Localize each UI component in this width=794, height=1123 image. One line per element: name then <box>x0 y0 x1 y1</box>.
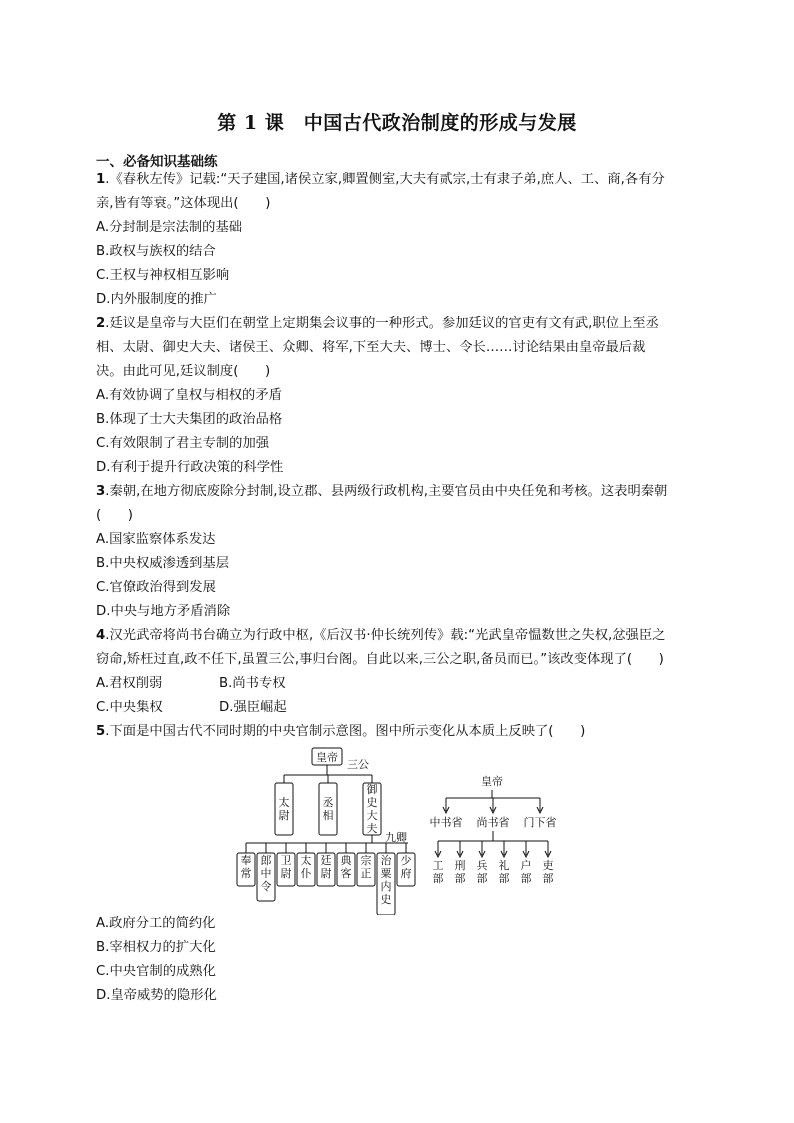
sangong-label: 三公 <box>347 758 369 771</box>
jiuqing-label: 九卿 <box>385 831 407 844</box>
jiuqing-office-6-char-1: 正 <box>360 867 372 880</box>
jiuqing-office-3-char-0: 太 <box>300 854 312 867</box>
q3-option-c[interactable]: C.官僚政治得到发展 <box>96 580 216 595</box>
sangong-office-2-char-1: 史 <box>366 796 378 809</box>
liubu-1-char-0: 刑 <box>454 859 466 872</box>
jiuqing-office-0-char-1: 常 <box>240 867 252 880</box>
q4-option-a[interactable]: A.君权削弱 <box>96 676 163 691</box>
official-system-diagram <box>228 745 568 915</box>
q3-option-d[interactable]: D.中央与地方矛盾消除 <box>96 604 231 619</box>
jiuqing-office-6-char-0: 宗 <box>360 854 372 867</box>
jiuqing-office-8-char-1: 府 <box>400 867 412 880</box>
q3-option-a[interactable]: A.国家监察体系发达 <box>96 532 216 547</box>
jiuqing-office-1-char-1: 中 <box>260 867 272 880</box>
q2-stem-line1: 2.廷议是皇帝与大臣们在朝堂上定期集会议事的一种形式。参加廷议的官吏有文有武,职位上至丞 <box>96 316 659 331</box>
jiuqing-office-4-char-0: 廷 <box>320 854 332 867</box>
q5-number: 5 <box>96 724 106 739</box>
liubu-3-char-1: 部 <box>498 872 510 885</box>
jiuqing-office-2-char-0: 卫 <box>280 854 292 867</box>
liubu-5-char-1: 部 <box>542 872 554 885</box>
jiuqing-office-0-char-0: 奉 <box>240 854 252 867</box>
q1-option-a[interactable]: A.分封制是宗法制的基础 <box>96 220 243 235</box>
sangong-office-1-char-0: 丞 <box>322 796 334 809</box>
q3-stem-line2: ( ) <box>96 508 133 523</box>
jiuqing-office-5-char-0: 典 <box>340 854 352 867</box>
sangong-office-0-char-1: 尉 <box>278 809 290 822</box>
liubu-4-char-0: 户 <box>520 859 532 872</box>
q1-option-c[interactable]: C.王权与神权相互影响 <box>96 268 230 283</box>
q4-stem-line1: 4.汉光武帝将尚书台确立为行政中枢,《后汉书·仲长统列传》载:“光武皇帝愠数世之失权,忿强臣之 <box>96 628 666 643</box>
q1-number: 1 <box>96 172 106 187</box>
liubu-2-char-1: 部 <box>476 872 488 885</box>
q1-option-d[interactable]: D.内外服制度的推广 <box>96 292 217 307</box>
q2-option-d[interactable]: D.有利于提升行政决策的科学性 <box>96 460 284 475</box>
jiuqing-office-7-char-1: 粟 <box>380 867 392 880</box>
sangong-office-0-char-0: 太 <box>278 796 290 809</box>
q1-stem-line1: 1.《春秋左传》记载:“天子建国,诸侯立家,卿置侧室,大夫有贰宗,士有隶子弟,庶人、工、商,各有分 <box>96 172 665 187</box>
sangong-office-1-char-1: 相 <box>322 809 334 822</box>
jiuqing-office-8-char-0: 少 <box>400 854 412 867</box>
jiuqing-office-7-char-0: 治 <box>380 854 392 867</box>
sangong-office-2-char-3: 夫 <box>366 822 378 835</box>
q4-option-b[interactable]: B.尚书专权 <box>219 676 286 691</box>
q5-stem-line1: 5.下面是中国古代不同时期的中央官制示意图。图中所示变化从本质上反映了( ) <box>96 724 586 739</box>
q5-option-c[interactable]: C.中央官制的成熟化 <box>96 964 216 979</box>
q3-number: 3 <box>96 484 106 499</box>
sansheng-0: 中书省 <box>429 816 463 829</box>
q2-number: 2 <box>96 316 106 331</box>
q5-option-b[interactable]: B.宰相权力的扩大化 <box>96 940 216 955</box>
jiuqing-office-1-char-2: 令 <box>260 880 272 893</box>
jiuqing-office-7-char-3: 史 <box>380 893 392 906</box>
jiuqing-office-3-char-1: 仆 <box>300 867 312 880</box>
q3-option-b[interactable]: B.中央权威渗透到基层 <box>96 556 230 571</box>
q2-stem-line3: 决。由此可见,廷议制度( ) <box>96 364 271 379</box>
q1-stem-line2: 亲,皆有等衰。”这体现出( ) <box>96 196 271 211</box>
liubu-0-char-0: 工 <box>432 859 444 872</box>
q4-option-d[interactable]: D.强臣崛起 <box>219 700 287 715</box>
liubu-0-char-1: 部 <box>432 872 444 885</box>
left-emperor-label: 皇帝 <box>316 751 338 764</box>
q2-stem-line2: 相、太尉、御史大夫、诸侯王、众卿、将军,下至大夫、博士、令长……讨论结果由皇帝最后裁 <box>96 340 646 355</box>
jiuqing-office-5-char-1: 客 <box>340 867 352 880</box>
right-emperor-label: 皇帝 <box>481 775 503 788</box>
sangong-office-2-char-0: 御 <box>366 783 378 796</box>
liubu-3-char-0: 礼 <box>498 859 510 872</box>
liubu-5-char-0: 吏 <box>542 859 554 872</box>
section-heading: 一、必备知识基础练 <box>96 154 218 170</box>
jiuqing-office-1-char-0: 郎 <box>260 854 272 867</box>
q4-option-c[interactable]: C.中央集权 <box>96 700 163 715</box>
liubu-2-char-0: 兵 <box>476 859 488 872</box>
jiuqing-office-4-char-1: 尉 <box>320 867 332 880</box>
jiuqing-office-2-char-1: 尉 <box>280 867 292 880</box>
q2-option-a[interactable]: A.有效协调了皇权与相权的矛盾 <box>96 388 282 403</box>
q5-option-d[interactable]: D.皇帝威势的隐形化 <box>96 988 217 1003</box>
q4-number: 4 <box>96 628 106 643</box>
liubu-1-char-1: 部 <box>454 872 466 885</box>
q2-option-b[interactable]: B.体现了士大夫集团的政治品格 <box>96 412 283 427</box>
sangong-office-2-char-2: 大 <box>366 809 378 822</box>
sansheng-2: 门下省 <box>523 816 557 829</box>
q3-stem-line1: 3.秦朝,在地方彻底废除分封制,设立郡、县两级行政机构,主要官员由中央任免和考核。这表明秦朝 <box>96 484 668 499</box>
q1-option-b[interactable]: B.政权与族权的结合 <box>96 244 216 259</box>
q2-option-c[interactable]: C.有效限制了君主专制的加强 <box>96 436 270 451</box>
jiuqing-office-7-char-2: 内 <box>380 880 392 893</box>
q5-option-a[interactable]: A.政府分工的简约化 <box>96 916 216 931</box>
q4-stem-line2: 窃命,矫枉过直,政不任下,虽置三公,事归台阁。自此以来,三公之职,备员而已。”该改变体现了( ) <box>96 652 664 667</box>
sansheng-1: 尚书省 <box>476 816 510 829</box>
liubu-4-char-1: 部 <box>520 872 532 885</box>
page-title: 第 1 课 中国古代政治制度的形成与发展 <box>217 112 577 134</box>
